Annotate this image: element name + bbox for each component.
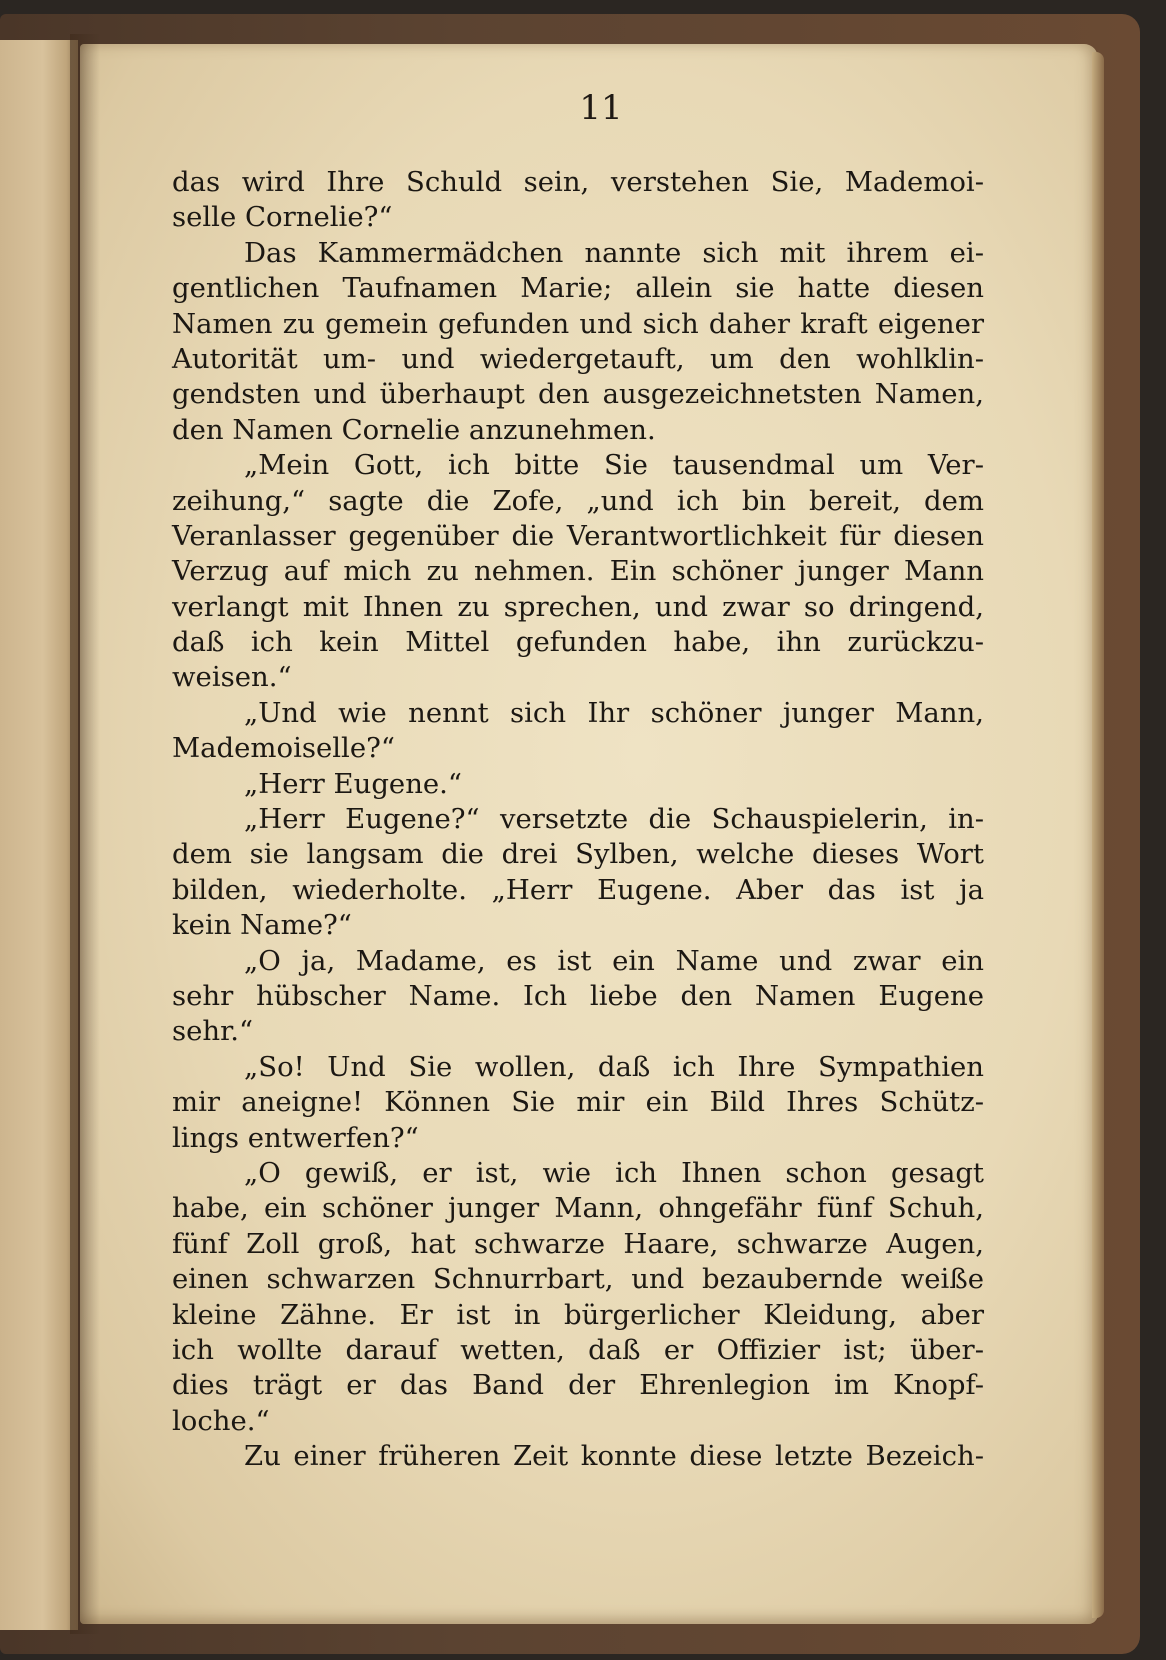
- text-line: „Herr Eugene?“ versetzte die Schauspielerin, in-: [244, 803, 984, 836]
- text-line: „So! Und Sie wollen, daß ich Ihre Sympathien: [244, 1050, 984, 1083]
- text-line: den Namen Cornelie anzunehmen.: [172, 413, 656, 446]
- text-line: sehr hübscher Name. Ich liebe den Namen Eugene: [172, 979, 984, 1012]
- text-line: Veranlasser gegenüber die Verantwortlichkeit für diesen: [172, 519, 984, 552]
- text-line: ich wollte darauf wetten, daß er Offizier ist; über-: [172, 1333, 984, 1366]
- text-line: bilden, wiederholte. „Herr Eugene. Aber das ist ja: [172, 873, 984, 906]
- text-line: Mademoiselle?“: [172, 732, 395, 765]
- text-line: Zu einer früheren Zeit konnte diese letzte Bezeich-: [244, 1440, 984, 1473]
- text-line: einen schwarzen Schnurrbart, und bezaubernde weiße: [172, 1263, 984, 1296]
- text-line: lings entwerfen?“: [172, 1121, 419, 1154]
- text-line: Das Kammermädchen nannte sich mit ihrem ei-: [244, 236, 984, 269]
- text-line: gentlichen Taufnamen Marie; allein sie hatte diesen: [172, 272, 984, 305]
- text-line: dem sie langsam die drei Sylben, welche dieses Wort: [172, 838, 984, 871]
- left-facing-page-edge: [0, 40, 78, 1630]
- text-line: mir aneigne! Können Sie mir ein Bild Ihres Schütz-: [172, 1086, 984, 1119]
- text-line: Namen zu gemein gefunden und sich daher kraft eigener: [172, 307, 984, 340]
- text-line: „Mein Gott, ich bitte Sie tausendmal um Ver-: [244, 449, 984, 482]
- text-line: kein Name?“: [172, 909, 352, 942]
- text-line: habe, ein schöner junger Mann, ohngefähr fünf Schuh,: [172, 1192, 984, 1225]
- text-line: Verzug auf mich zu nehmen. Ein schöner junger Mann: [172, 555, 984, 588]
- gutter-shadow: [70, 34, 100, 1634]
- text-line: „Und wie nennt sich Ihr schöner junger Mann,: [244, 696, 984, 729]
- page-fore-edge: [1092, 52, 1104, 1618]
- text-line: dies trägt er das Band der Ehrenlegion im Knopf-: [172, 1369, 984, 1402]
- text-line: sehr.“: [172, 1015, 254, 1048]
- text-line: „O ja, Madame, es ist ein Name und zwar ein: [244, 944, 984, 977]
- text-line: kleine Zähne. Er ist in bürgerlicher Kleidung, aber: [172, 1298, 984, 1331]
- text-line: weisen.“: [172, 661, 292, 694]
- text-line: daß ich kein Mittel gefunden habe, ihn zurückzu-: [172, 626, 984, 659]
- page-number: 11: [579, 88, 623, 128]
- text-line: fünf Zoll groß, hat schwarze Haare, schwarze Augen,: [172, 1227, 984, 1260]
- text-line: gendsten und überhaupt den ausgezeichnetsten Namen,: [172, 378, 984, 411]
- text-line: verlangt mit Ihnen zu sprechen, und zwar so dringend,: [172, 590, 984, 623]
- text-line: loche.“: [172, 1404, 270, 1437]
- text-line: „O gewiß, er ist, wie ich Ihnen schon gesagt: [244, 1156, 984, 1189]
- text-line: Autorität um- und wiedergetauft, um den wohlklin-: [172, 342, 984, 375]
- text-line: selle Cornelie?“: [172, 201, 393, 234]
- text-line: zeihung,“ sagte die Zofe, „und ich bin bereit, dem: [172, 484, 984, 517]
- text-line: „Herr Eugene.“: [244, 767, 462, 800]
- text-line: das wird Ihre Schuld sein, verstehen Sie, Mademoi-: [172, 166, 984, 198]
- body-text: [172, 165, 984, 1474]
